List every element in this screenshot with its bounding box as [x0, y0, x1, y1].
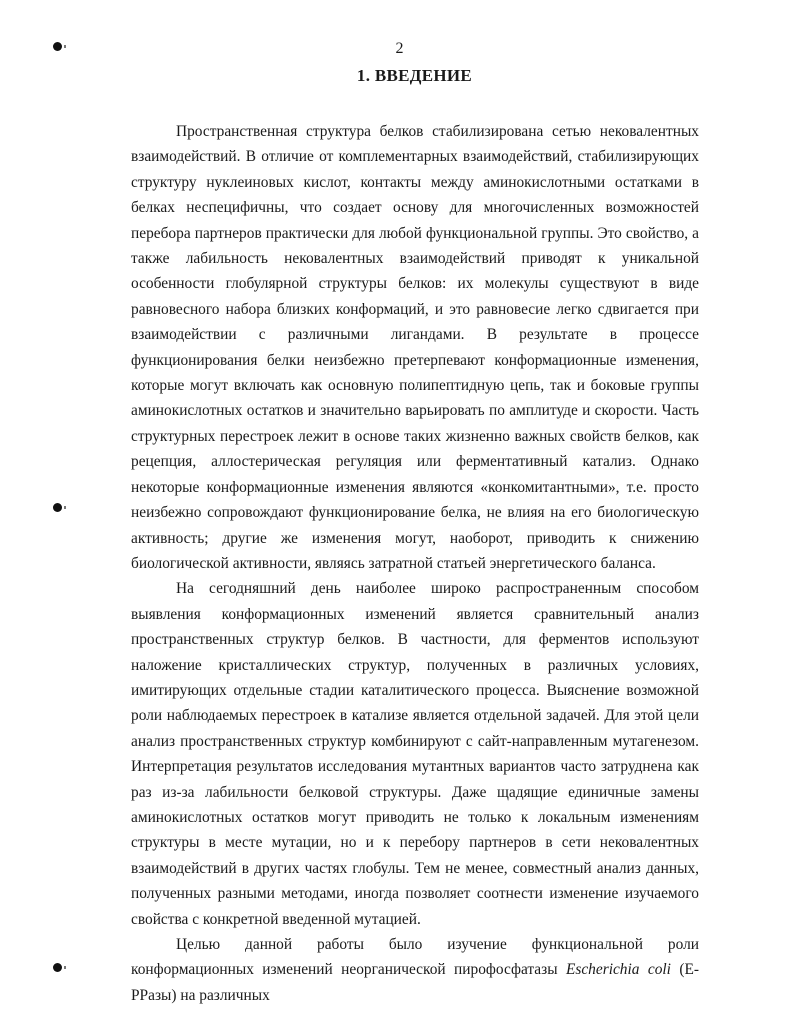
species-name: Escherichia coli [565, 961, 671, 979]
paragraph-3-start: Целью данной работы было изучение функциональной роли конформационных изменений неорганической пирофосфатазы [131, 936, 699, 979]
paragraph-2: На сегодняшний день наиболее широко распространенным способом выявления конформационных изменений является сравнительный анализ пространственных структур белков. В частности, для ферментов используют наложение кристаллических структур, полученных в различных условиях, имитирующих отдельные стадии каталитического процесса. Выяснение возможной роли наблюдаемых перестроек в катализе является отдельной задачей. Для этой цели анализ пространственных структур комбинируют с сайт-направленным мутагенезом. Интерпретация результатов исследования мутантных вариантов часто затруднена как раз из-за лабильности белковой структуры. Даже щадящие единичные замены аминокислотных остатков могут приводить не только к локальным изменениям структуры в месте мутации, но и к перебору партнеров в сети нековалентных взаимодействий в других частях глобулы. Тем не менее, совместный анализ данных, полученных разными методами, иногда позволяет соотнести изменение изучаемого свойства с конкретной введенной мутацией. [131, 580, 699, 928]
paragraph-1: Пространственная структура белков стабилизирована сетью нековалентных взаимодействий. В отличие от комплементарных взаимодействий, стабилизирующих структуру нуклеиновых кислот, контакты между аминокислотными остатками в белках неспецифичны, что создает основу для многочисленных возможностей перебора партнеров практически для любой функциональной группы. Это свойство, а также лабильность нековалентных взаимодействий приводят к уникальной особенности глобулярной структуры белков: их молекулы существуют в виде равновесного набора близких конформаций, и это равновесие легко сдвигается при взаимодействии с различными лигандами. В результате в процессе функционирования белки неизбежно претерпевают конформационные изменения, которые могут включать как основную полипептидную цепь, так и боковые группы аминокислотных остатков и значительно варьировать по амплитуде и скорости. Часть структурных перестроек лежит в основе таких жизненно важных свойств белков, как рецепция, аллостерическая регуляция или ферментативный катализ. Однако некоторые конформационные изменения являются «конкомитантными», т.е. просто неизбежно сопровождают функционирование белка, не влияя на его биологическую активность; другие же изменения могут, наоборот, приводить к снижению биологической активности, являясь затратной статьей энергетического баланса. [131, 123, 699, 572]
hole-punch-bottom [53, 963, 62, 972]
paragraph-3-end: (E-PPазы) на различных [131, 961, 700, 1004]
paragraph-3 [131, 932, 699, 1008]
section-heading: 1. ВВЕДЕНИЕ [356, 66, 473, 85]
hole-punch-middle [53, 503, 62, 512]
body-text [131, 119, 699, 1008]
page-number: 2 [395, 40, 404, 57]
